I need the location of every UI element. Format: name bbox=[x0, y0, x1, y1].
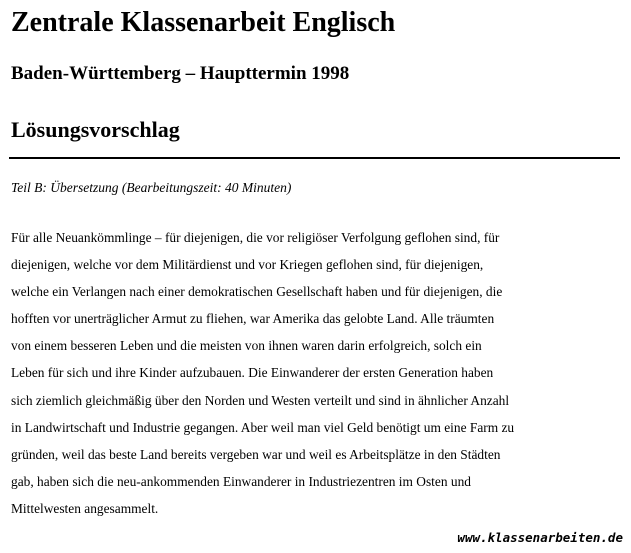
text-line: Leben für sich und ihre Kinder aufzubauen. Die Einwanderer der ersten Generation haben bbox=[11, 365, 494, 381]
text-line: gab, haben sich die neu-ankommenden Einwanderer in Industriezentren im Osten und bbox=[11, 473, 471, 489]
horizontal-rule bbox=[9, 157, 620, 159]
text-line: welche ein Verlangen nach einer demokratischen Gesellschaft haben und für diejenigen, die bbox=[11, 284, 503, 300]
text-line: sich ziemlich gleichmäßig über den Norden und Westen verteilt und sind in ähnlicher Anzahl bbox=[11, 392, 510, 408]
text-line: hofften vor unerträglicher Armut zu fliehen, war Amerika das gelobte Land. Alle träumten bbox=[11, 311, 495, 327]
document-title: Zentrale Klassenarbeit Englisch bbox=[11, 7, 396, 38]
text-line: in Landwirtschaft und Industrie gegangen. Aber weil man viel Geld benötigt um eine Farm zu bbox=[11, 419, 515, 435]
footer-url: www.klassenarbeiten.de bbox=[457, 530, 623, 545]
text-line: von einem besseren Leben und die meisten von ihnen waren darin erfolgreich, solch ein bbox=[11, 338, 482, 354]
text-line: diejenigen, welche vor dem Militärdienst und vor Kriegen geflohen sind, für diejenigen, bbox=[11, 257, 484, 273]
section-heading: Lösungsvorschlag bbox=[11, 117, 180, 142]
text-line: gründen, weil das beste Land bereits vergeben war und weil es Arbeitsplätze in den Städten bbox=[11, 446, 501, 462]
text-line: Mittelwesten angesammelt. bbox=[11, 500, 159, 516]
text-line: Für alle Neuankömmlinge – für diejenigen, die vor religiöser Verfolgung geflohen sind, für bbox=[11, 230, 500, 245]
document-subtitle: Baden-Württemberg – Haupttermin 1998 bbox=[11, 63, 350, 84]
translation-text bbox=[11, 224, 621, 522]
task-label: Teil B: Übersetzung (Bearbeitungszeit: 40 Minuten) bbox=[11, 180, 292, 195]
